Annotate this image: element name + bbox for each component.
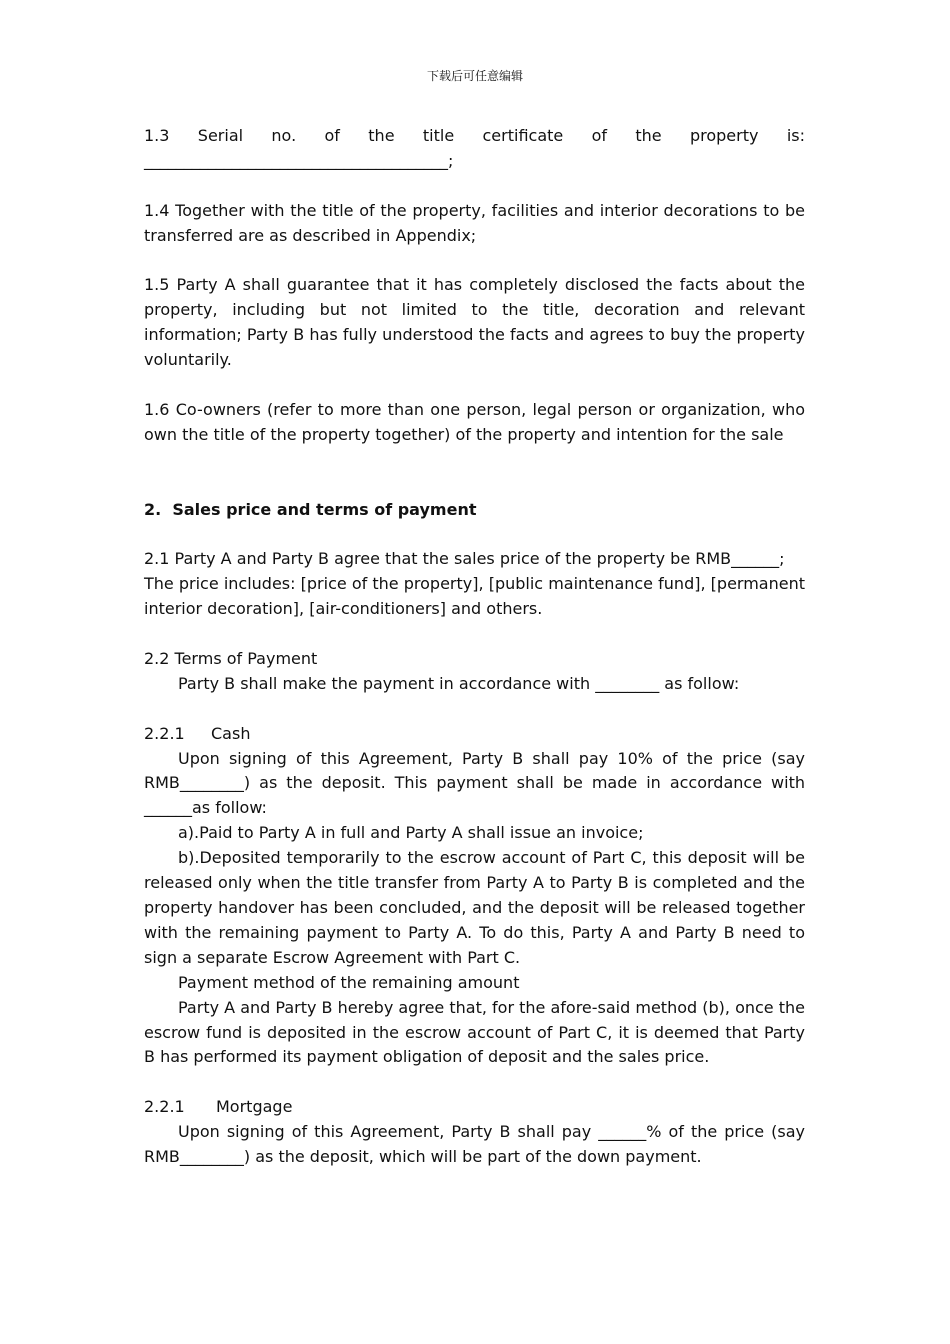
mortgage-number: 2.2.1 (144, 1097, 185, 1117)
cash-subheading (144, 722, 805, 747)
clause-2-2-body: Party B shall make the payment in accordance with ________ as follow: (178, 673, 740, 693)
cash-title: Cash (211, 723, 251, 743)
remaining-amount-title: Payment method of the remaining amount (178, 972, 520, 992)
clause-1-4: 1.4 Together with the title of the property, facilities and interior decorations to be transferred are as described in Appendix; (144, 200, 805, 245)
page-header-note: 下载后可任意编辑 (426, 69, 523, 83)
clause-2-1: 2.1 Party A and Party B agree that the sales price of the property be RMB______; (144, 549, 785, 569)
document-body (144, 124, 805, 1170)
mortgage-title: Mortgage (216, 1097, 293, 1117)
section-2-heading: 2. Sales price and terms of payment (144, 499, 477, 519)
remaining-amount-body: Party A and Party B hereby agree that, for the afore-said method (b), once the escrow fund is deposited in the escrow account of Part C, it is deemed that Party B has performed its payment obligation of deposit and the sales price. (144, 997, 805, 1067)
clause-1-5: 1.5 Party A shall guarantee that it has completely disclosed the facts about the property, including but not limited to the title, decoration and relevant information; Party B has fully understood the facts and agrees to buy the property voluntarily. (144, 275, 805, 370)
cash-paragraph: Upon signing of this Agreement, Party B shall pay 10% of the price (say RMB________) as the deposit. This payment shall be made in accordance with ______as follow: (144, 748, 805, 818)
mortgage-subheading (144, 1095, 805, 1120)
cash-number: 2.2.1 (144, 723, 185, 743)
clause-2-1-includes: The price includes: [price of the property], [public maintenance fund], [permanent interior decoration], [air-conditioners] and others. (144, 574, 805, 619)
clause-2-2-title: 2.2 Terms of Payment (144, 648, 318, 668)
cash-option-b: b).Deposited temporarily to the escrow account of Part C, this deposit will be released only when the title transfer from Party A to Party B is completed and the property handover has been concluded, and the deposit will be released together with the remaining payment to Party A. To do this, Party A and Party B need to sign a separate Escrow Agreement with Part C. (144, 848, 805, 967)
clause-1-3: 1.3 Serial no. of the title certificate of the property is: ______________________________________; (144, 126, 805, 170)
cash-option-a: a).Paid to Party A in full and Party A shall issue an invoice; (178, 823, 644, 843)
mortgage-paragraph: Upon signing of this Agreement, Party B shall pay ______% of the price (say RMB________) as the deposit, which will be part of the down payment. (144, 1122, 805, 1167)
clause-1-6: 1.6 Co-owners (refer to more than one person, legal person or organization, who own the title of the property together) of the property and intention for the sale (144, 399, 805, 444)
